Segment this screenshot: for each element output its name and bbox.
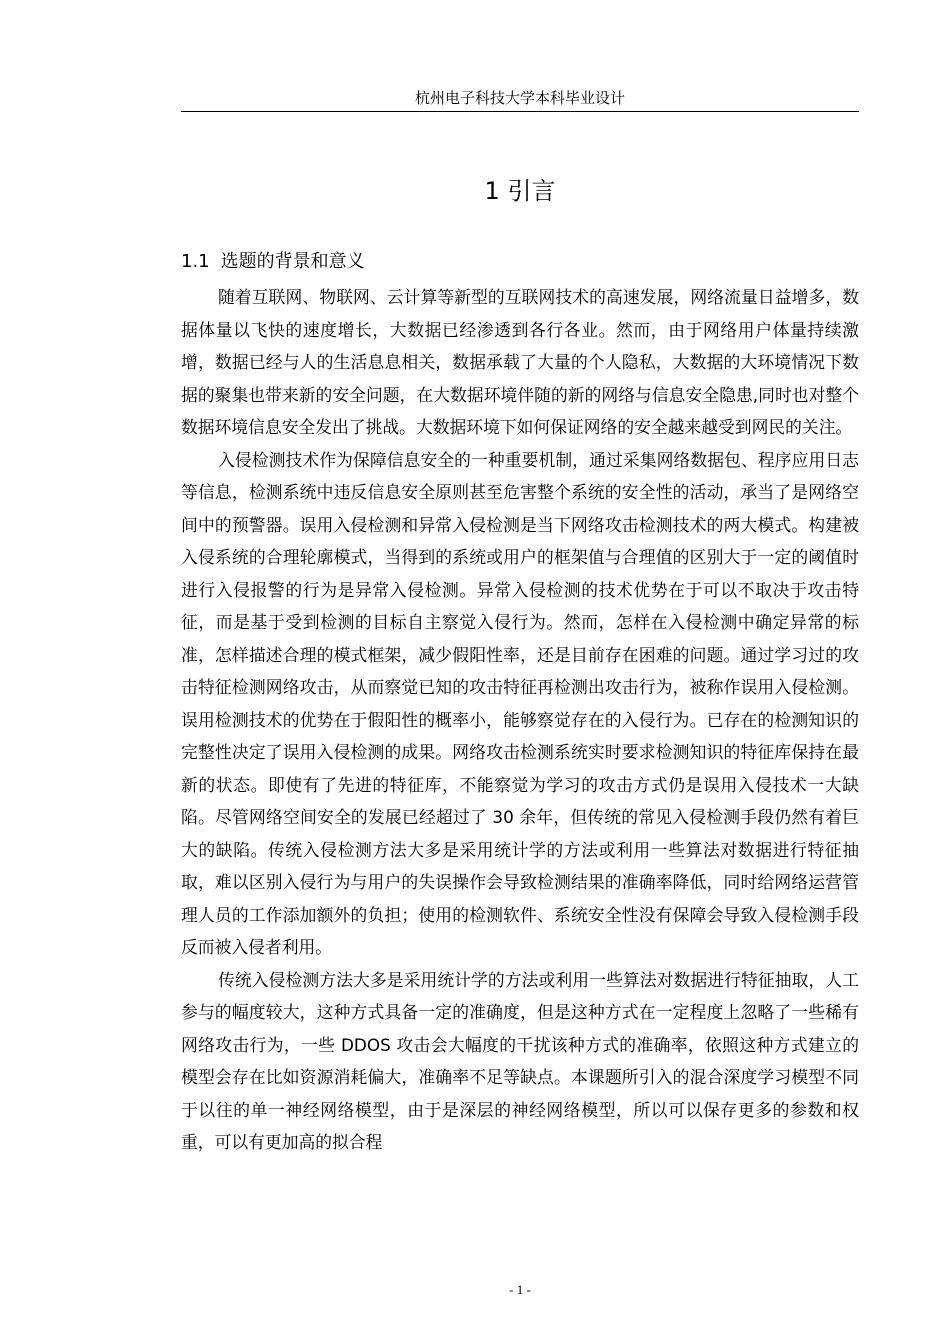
section-heading [181, 249, 365, 275]
paragraph-1: 随着互联网、物联网、云计算等新型的互联网技术的高速发展，网络流量日益增多，数据体量以飞快的速度增长，大数据已经渗透到各行各业。然而，由于网络用户体量持续激增，数据已经与人的生活息息相关，数据承载了大量的个人隐私，大数据的大环境情况下数据的聚集也带来新的安全问题，在大数据环境伴随的新的网络与信息安全隐患,同时也对整个数据环境信息安全发出了挑战。大数据环境下如何保证网络的安全越来越受到网民的关注。 [181, 287, 859, 437]
section-title: 选题的背景和意义 [220, 251, 365, 272]
paragraph-3: 传统入侵检测方法大多是采用统计学的方法或利用一些算法对数据进行特征抽取，人工参与的幅度较大，这种方式具备一定的准确度，但是这种方式在一定程度上忽略了一些稀有网络攻击行为，一些 DDOS 攻击会大幅度的干扰该种方式的准确率，依照这种方式建立的模型会存在比如资源消耗偏大，准确率不足等缺点。本课题所引入的混合深度学习模型不同于以往的单一神经网络模型，由于是深层的神经网络模型，所以可以保存更多的参数和权重，可以有更加高的拟合程 [181, 969, 859, 1152]
section-number: 1.1 [181, 251, 210, 272]
paragraph-2: 入侵检测技术作为保障信息安全的一种重要机制，通过采集网络数据包、程序应用日志等信息，检测系统中违反信息安全原则甚至危害整个系统的安全性的活动，承当了是网络空间中的预警器。误用入侵检测和异常入侵检测是当下网络攻击检测技术的两大模式。构建被入侵系统的合理轮廓模式，当得到的系统或用户的框架值与合理值的区别大于一定的阈值时进行入侵报警的行为是异常入侵检测。异常入侵检测的技术优势在于可以不取决于攻击特征，而是基于受到检测的目标自主察觉入侵行为。然而，怎样在入侵检测中确定异常的标准，怎样描述合理的模式框架，减少假阳性率，还是目前存在困难的问题。通过学习过的攻击特征检测网络攻击，从而察觉已知的攻击特征再检测出攻击行为，被称作误用入侵检测。误用检测技术的优势在于假阳性的概率小，能够察觉存在的入侵行为。已存在的检测知识的完整性决定了误用入侵检测的成果。网络攻击检测系统实时要求检测知识的特征库保持在最新的状态。即使有了先进的特征库，不能察觉为学习的攻击方式仍是误用入侵技术一大缺陷。尽管网络空间安全的发展已经超过了 30 余年，但传统的常见入侵检测手段仍然有着巨大的缺陷。传统入侵检测方法大多是采用统计学的方法或利用一些算法对数据进行特征抽取，难以区别入侵行为与用户的失误操作会导致检测结果的准确率降低，同时给网络运营管理人员的工作添加额外的负担；使用的检测软件、系统安全性没有保障会导致入侵检测手段反而被入侵者利用。 [181, 449, 859, 957]
body-text [181, 281, 859, 1159]
page-header: 杭州电子科技大学本科毕业设计 [414, 89, 625, 107]
header-rule [181, 111, 859, 112]
chapter-title: 1 引言 [484, 177, 556, 205]
page-number: - 1 - [509, 1282, 531, 1297]
